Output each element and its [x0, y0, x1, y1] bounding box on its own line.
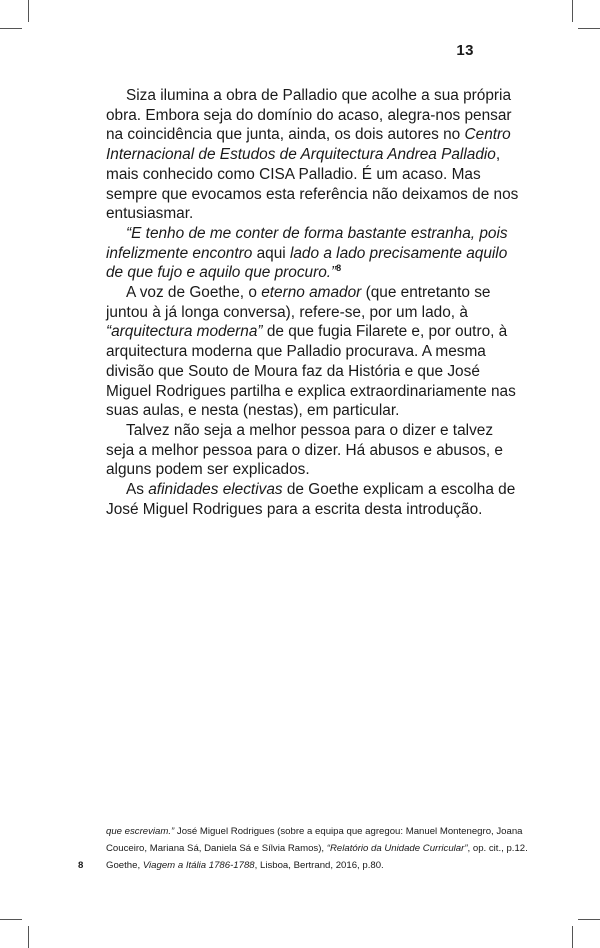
crop-mark-right-top — [578, 28, 600, 29]
footnotes — [78, 824, 536, 874]
crop-mark-top-right — [572, 0, 573, 22]
italic-run: Centro Internacional de Estudos de Arquitectura Andrea Palladio — [106, 126, 511, 164]
crop-mark-bottom-right — [572, 926, 573, 948]
text-run: (que entretanto se juntou à já longa conversa), refere-se, por um lado, à — [106, 284, 491, 321]
text-run: , Lisboa, Bertrand, 2016, p.80. — [254, 859, 384, 871]
italic-run: “arquitectura moderna” — [106, 323, 263, 341]
text-run: de que fugia Filarete e, por outro, à arquitectura moderna que Palladio procurava. A mesma divisão que Souto de Moura faz da História e que José Miguel Rodrigues partilha e explica extraordinariamente nas suas aulas, e nesta (nestas), em particular. — [106, 323, 516, 420]
paragraph-4 — [106, 421, 524, 480]
text-run: aqui — [252, 244, 290, 262]
footnote-ref-8[interactable]: 8 — [336, 263, 342, 274]
footnote-8 — [78, 858, 536, 875]
italic-run: “E tenho de me conter de forma bastante estranha, pois infelizmente encontro — [106, 224, 508, 262]
paragraph-5 — [106, 480, 524, 519]
italic-run: “Relatório da Unidade Curricular” — [326, 842, 468, 854]
text-run: , op. cit., p.12. — [467, 842, 528, 854]
italic-run: que escreviam.” — [106, 826, 175, 837]
crop-mark-left-top — [0, 28, 22, 29]
italic-run: lado a lado precisamente aquilo de que fujo e aquilo que procuro.” — [106, 244, 508, 282]
crop-mark-left-bottom — [0, 919, 22, 920]
italic-run: Viagem a Itália 1786-1788 — [142, 859, 255, 871]
text-run: Siza ilumina a obra de Palladio que acolhe a sua própria obra. Embora seja do domínio do acaso, alegra-nos pensar na coincidência que junta, ainda, os dois autores no — [106, 87, 512, 144]
text-run: Goethe, — [106, 859, 143, 871]
paragraph-3 — [106, 283, 524, 421]
body-text — [106, 86, 524, 519]
text-run: José Miguel Rodrigues (sobre a equipa que agregou: Manuel Montenegro, Joana Couceiro, Mariana Sá, Daniela Sá e Sílvia Ramos), — [106, 826, 523, 854]
footnote-continuation — [106, 824, 536, 858]
crop-mark-right-bottom — [578, 919, 600, 920]
italic-run: eterno amador — [261, 284, 362, 302]
crop-mark-bottom-left — [28, 926, 29, 948]
text-run: A voz de Goethe, o — [126, 284, 262, 302]
paragraph-1 — [106, 86, 524, 224]
text-run: As — [126, 481, 149, 499]
paragraph-2-quote — [106, 224, 524, 283]
text-run: , mais conhecido como CISA Palladio. É um acaso. Mas sempre que evocamos esta referência não deixamos de nos entusiasmar. — [106, 146, 519, 223]
page-number: 13 — [456, 42, 474, 59]
footnote-number: 8 — [78, 859, 84, 871]
text-run: de Goethe explicam a escolha de José Miguel Rodrigues para a escrita desta introdução. — [106, 481, 516, 518]
italic-run: afinidades electivas — [148, 481, 283, 499]
text-run: Talvez não seja a melhor pessoa para o dizer e talvez seja a melhor pessoa para o dizer. Há abusos e abusos, e alguns podem ser explicados. — [106, 421, 503, 479]
crop-mark-top-left — [28, 0, 29, 22]
